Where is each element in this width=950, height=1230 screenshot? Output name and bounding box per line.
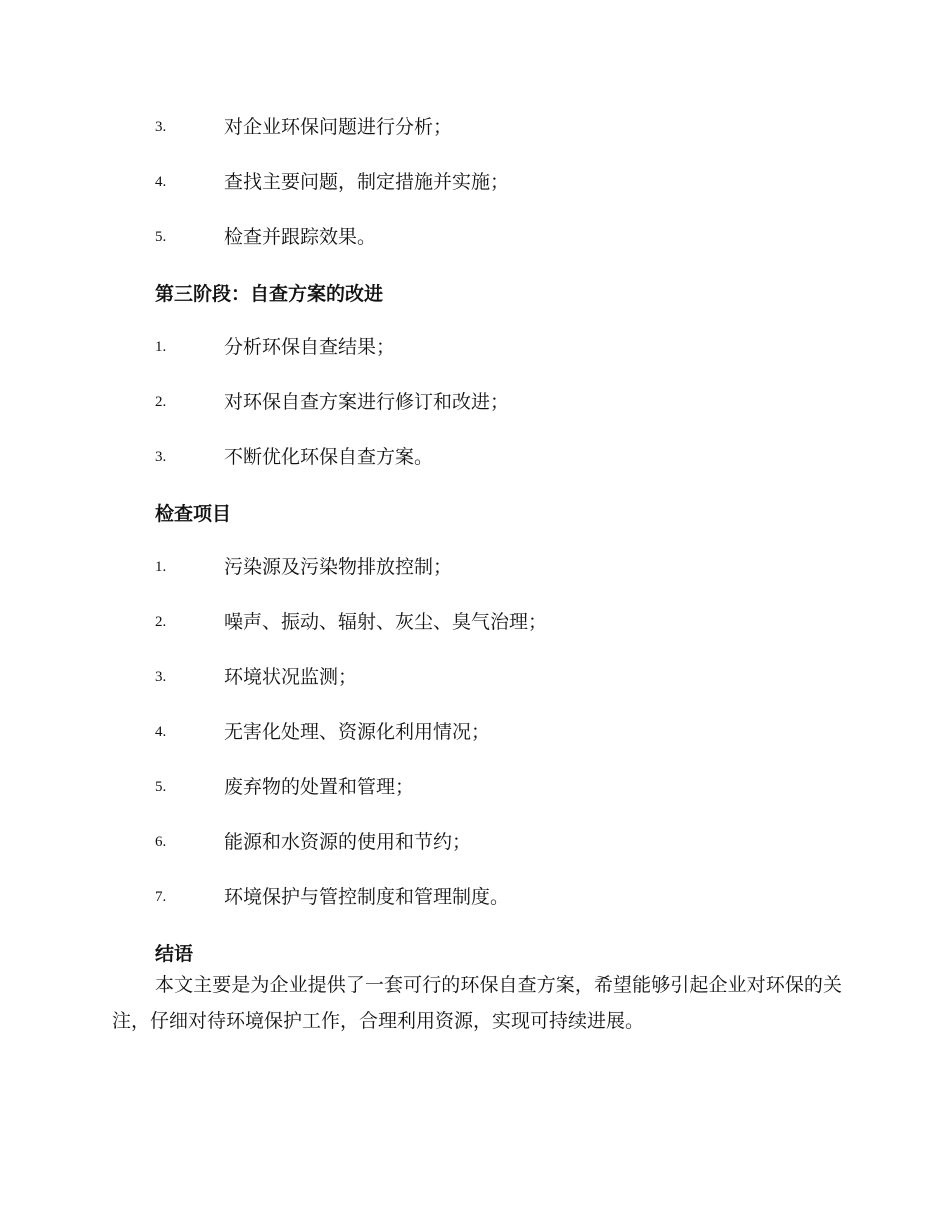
list-number: 1. [155,559,167,575]
list-text: 不断优化环保自查方案。 [224,446,434,468]
list-text: 对环保自查方案进行修订和改进； [224,391,510,413]
list-number: 3. [155,119,167,135]
list-item [155,375,845,430]
list-text: 环境保护与管控制度和管理制度。 [224,886,510,908]
list-text: 无害化处理、资源化利用情况； [224,721,491,743]
list-item [155,430,845,485]
list-number: 4. [155,174,167,190]
list-item [155,705,845,760]
list-item [155,155,845,210]
list-item [155,210,845,265]
list-text: 废弃物的处置和管理； [224,776,415,798]
list-number: 6. [155,834,167,850]
list-item [155,320,845,375]
list-text: 分析环保自查结果； [224,336,396,358]
list-number: 4. [155,724,167,740]
list-text: 检查并跟踪效果。 [224,226,377,248]
list-text: 噪声、振动、辐射、灰尘、臭气治理； [224,611,548,633]
list-text: 污染源及污染物排放控制； [224,556,453,578]
list-number: 2. [155,394,167,410]
list-item [155,650,845,705]
phase2-list [155,100,845,980]
section-heading-check-items: 检查项目 [155,503,232,525]
list-text: 环境状况监测； [224,666,358,688]
list-number: 3. [155,669,167,685]
list-number: 2. [155,614,167,630]
list-text: 对企业环保问题进行分析； [224,116,453,138]
list-text: 能源和水资源的使用和节约； [224,831,472,853]
list-item [155,870,845,925]
section-heading-phase3: 第三阶段：自查方案的改进 [155,283,384,305]
list-item [155,595,845,650]
conclusion-paragraph: 本文主要是为企业提供了一套可行的环保自查方案，希望能够引起企业对环保的关注，仔细对待环境保护工作，合理利用资源，实现可持续进展。 [112,974,842,1032]
list-text: 查找主要问题，制定措施并实施； [224,171,510,193]
section-heading-conclusion: 结语 [155,943,194,965]
list-number: 7. [155,889,167,905]
list-number: 1. [155,339,167,355]
list-item [155,815,845,870]
list-number: 3. [155,449,167,465]
list-number: 5. [155,229,167,245]
list-item [155,100,845,155]
list-item [155,540,845,595]
list-number: 5. [155,779,167,795]
list-item [155,760,845,815]
